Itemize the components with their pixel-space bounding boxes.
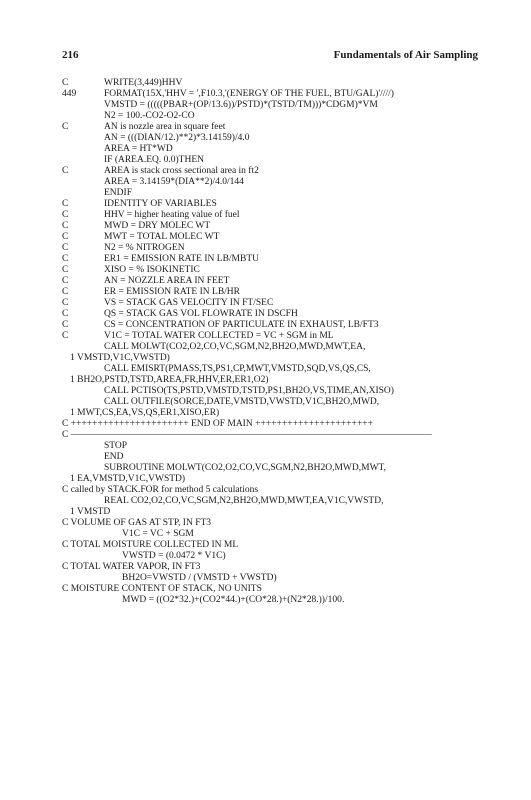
code-text: 1 BH2O,PSTD,TSTD,AREA,FR,HHV,ER,ER1,O2) [70,375,269,385]
code-line [62,397,482,408]
code-line [62,232,482,243]
line-marker: C [62,287,69,297]
code-text: 1 VMSTD [70,507,111,517]
code-text: C TOTAL WATER VAPOR, IN FT3 [62,562,201,572]
code-text: ER = EMISSION RATE IN LB/HR [104,287,240,297]
code-line [62,562,482,573]
line-marker: C [62,276,69,286]
line-marker: C [62,221,69,231]
code-line [62,584,482,595]
code-line [62,166,482,177]
code-line [62,408,482,419]
code-line [62,287,482,298]
code-line [62,342,482,353]
code-text: ENDIF [104,188,132,198]
code-line [62,353,482,364]
code-line [62,430,482,441]
code-text: ER1 = EMISSION RATE IN LB/MBTU [104,254,259,264]
code-line [62,496,482,507]
code-text: STOP [104,441,128,451]
code-text: IF (AREA.EQ. 0.0)THEN [104,155,205,165]
code-line [62,507,482,518]
line-marker: C [62,331,69,341]
code-text: C called by STACK.FOR for method 5 calculations [62,485,259,495]
code-line [62,133,482,144]
code-line [62,540,482,551]
line-marker: C [62,166,69,176]
code-text: MWT = TOTAL MOLEC WT [104,232,220,242]
code-text: C ++++++++++++++++++++++ END OF MAIN ++++++++++++++++++++++ [62,419,373,429]
code-text: 1 VMSTD,V1C,VWSTD) [70,353,170,363]
code-text: C MOISTURE CONTENT OF STACK, NO UNITS [62,584,262,594]
code-line [62,452,482,463]
code-line [62,419,482,430]
page-number: 216 [62,49,79,61]
line-marker: C [62,122,69,132]
code-line [62,518,482,529]
code-text: MWD = DRY MOLEC WT [104,221,211,231]
code-text: 1 EA,VMSTD,V1C,VWSTD) [70,474,186,484]
code-line [62,276,482,287]
line-marker: C [62,78,69,88]
code-text: IDENTITY OF VARIABLES [104,199,217,209]
code-line [62,221,482,232]
code-text: V1C = TOTAL WATER COLLECTED = VC + SGM in ML [104,331,334,341]
code-text: CS = CONCENTRATION OF PARTICULATE IN EXHAUST, LB/FT3 [104,320,379,330]
code-line [62,89,482,100]
line-marker: C [62,298,69,308]
code-text: V1C = VC + SGM [122,529,194,539]
line-marker: C [62,232,69,242]
page-header [62,48,478,62]
code-line [62,199,482,210]
code-line [62,485,482,496]
code-text: 1 MWT,CS,EA,VS,QS,ER1,XISO,ER) [70,408,220,418]
code-line [62,331,482,342]
code-line [62,529,482,540]
code-text: MWD = ((O2*32.)+(CO2*44.)+(CO*28.)+(N2*28.))/100. [122,595,345,605]
code-line [62,298,482,309]
code-text: CALL MOLWT(CO2,O2,CO,VC,SGM,N2,BH2O,MWD,MWT,EA, [104,342,366,352]
code-line [62,155,482,166]
code-text: AN is nozzle area in square feet [104,122,226,132]
code-text: CALL OUTFILE(SORCE,DATE,VMSTD,VWSTD,V1C,BH2O,MWD, [104,397,380,407]
code-line [62,78,482,89]
code-text: N2 = 100.-CO2-O2-CO [104,111,195,121]
code-line [62,122,482,133]
line-marker: C [62,320,69,330]
code-text: AREA = HT*WD [104,144,173,154]
code-listing [62,78,482,606]
code-line [62,441,482,452]
code-line [62,111,482,122]
code-text: QS = STACK GAS VOL FLOWRATE IN DSCFH [104,309,298,319]
line-marker: 449 [62,89,77,99]
code-text: BH2O=VWSTD / (VMSTD + VWSTD) [122,573,277,583]
code-text: C —————————————————————————————————————— [62,430,432,440]
line-marker: C [62,254,69,264]
code-line [62,177,482,188]
code-line [62,188,482,199]
code-text: AN = (((DIAN/12.)**2)*3.14159)/4.0 [104,133,250,143]
line-marker: C [62,199,69,209]
code-text: WRITE(3,449)HHV [104,78,183,88]
code-line [62,375,482,386]
code-line [62,254,482,265]
code-line [62,210,482,221]
code-text: VWSTD = (0.0472 * V1C) [122,551,226,561]
code-line [62,265,482,276]
code-line [62,309,482,320]
code-line [62,364,482,375]
code-text: FORMAT(15X,'HHV = ',F10.3,'(ENERGY OF THE FUEL, BTU/GAL)'////) [104,89,394,99]
code-line [62,100,482,111]
code-line [62,320,482,331]
code-line [62,474,482,485]
code-line [62,573,482,584]
running-title: Fundamentals of Air Sampling [333,49,478,61]
code-text: VS = STACK GAS VELOCITY IN FT/SEC [104,298,274,308]
line-marker: C [62,243,69,253]
code-line [62,595,482,606]
code-text: N2 = % NITROGEN [104,243,185,253]
line-marker: C [62,309,69,319]
code-line [62,551,482,562]
code-text: AREA is stack cross sectional area in ft2 [104,166,259,176]
code-text: AN = NOZZLE AREA IN FEET [104,276,230,286]
code-text: C TOTAL MOISTURE COLLECTED IN ML [62,540,239,550]
code-text: REAL CO2,O2,CO,VC,SGM,N2,BH2O,MWD,MWT,EA,V1C,VWSTD, [104,496,384,506]
code-text: VMSTD = (((((PBAR+(OP/13.6))/PSTD)*(TSTD/TM)))*CDGM)*VM [104,100,378,110]
code-text: AREA = 3.14159*(DIA**2)/4.0/144 [104,177,244,187]
code-text: CALL PCTISO(TS,PSTD,VMSTD,TSTD,PS1,BH2O,VS,TIME,AN,XISO) [104,386,394,396]
code-text: HHV = higher heating value of fuel [104,210,240,220]
code-text: END [104,452,124,462]
line-marker: C [62,210,69,220]
code-line [62,144,482,155]
line-marker: C [62,265,69,275]
code-text: C VOLUME OF GAS AT STP, IN FT3 [62,518,212,528]
code-line [62,243,482,254]
code-line [62,463,482,474]
code-text: CALL EMISRT(PMASS,TS,PS1,CP,MWT,VMSTD,SQD,VS,QS,CS, [104,364,371,374]
code-line [62,386,482,397]
code-text: SUBROUTINE MOLWT(CO2,O2,CO,VC,SGM,N2,BH2O,MWD,MWT, [104,463,387,473]
code-text: XISO = % ISOKINETIC [104,265,200,275]
